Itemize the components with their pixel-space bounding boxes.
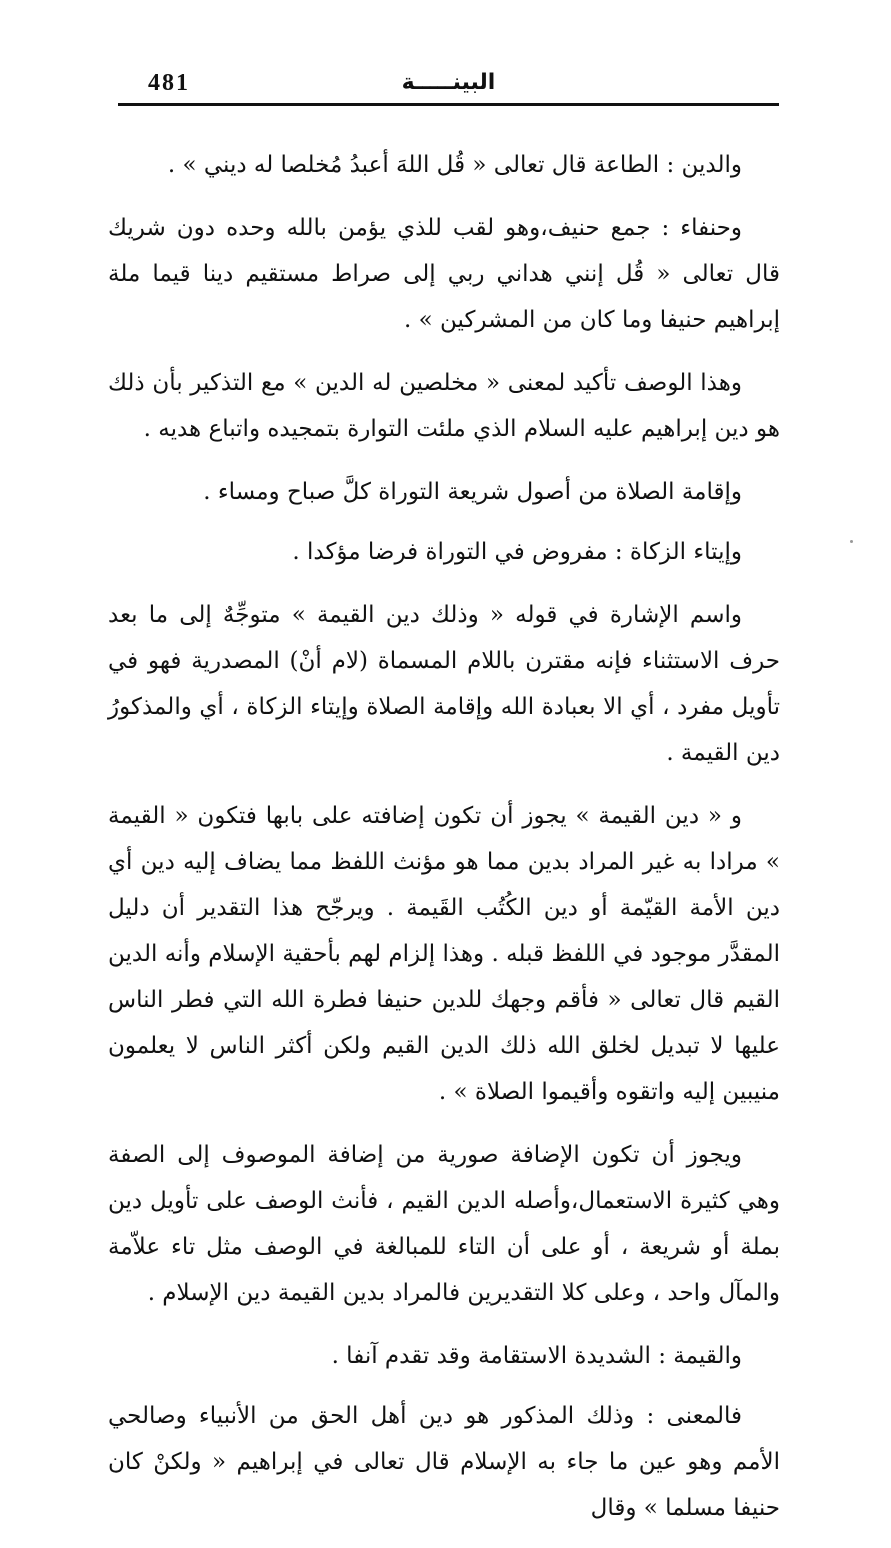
page-body [108, 142, 780, 1548]
paragraph-description-emphasis: وهذا الوصف تأكيد لمعنى « مخلصين له الدين » مع التذكير بأن ذلك هو دين إبراهيم عليه السلام الذي ملئت التوارة بتمجيده واتباع هديه . [108, 370, 780, 442]
page-number: 481 [148, 70, 190, 96]
paragraph-demonstrative: واسم الإشارة في قوله « وذلك دين القيمة » متوجِّهٌ إلى ما بعد حرف الاستثناء فإنه مقترن باللام المسماة (لام أنْ) المصدرية فهو في تأويل مفرد ، أي الا بعبادة الله وإقامة الصلاة وإيتاء الزكاة ، أي والمذكورُ دين القيمة . [108, 602, 780, 766]
running-title: البينـــــة [401, 70, 496, 95]
paragraph-meaning: فالمعنى : وذلك المذكور هو دين أهل الحق من الأنبياء وصالحي الأمم وهو عين ما جاء به الإسلام قال تعالى في إبراهيم « ولكنْ كان حنيفا مسلما » وقال [108, 1403, 780, 1521]
paragraph-formal-annexation: ويجوز أن تكون الإضافة صورية من إضافة الموصوف إلى الصفة وهي كثيرة الاستعمال،وأصله الدين القيم ، فأنث الوصف على تأويل دين بملة أو شريعة ، أو على أن التاء للمبالغة في الوصف مثل تاء علاّمة والمآل واحد ، وعلى كلا التقديرين فالمراد بدين القيمة دين الإسلام . [108, 1142, 780, 1306]
paragraph-din-al-qayyima: و « دين القيمة » يجوز أن تكون إضافته على بابها فتكون « القيمة » مرادا به غير المراد بدين مما هو مؤنث اللفظ مما يضاف إليه دين أي دين الأمة القيّمة أو دين الكُتُب القَيمة . ويرجّح هذا التقدير أن دليل المقدَّر موجود في اللفظ قبله . وهذا إلزام لهم بأحقية الإسلام وأنه الدين القيم قال تعالى « فأقم وجهك للدين حنيفا فطرة الله التي فطر الناس عليها لا تبديل لخلق الله ذلك الدين القيم ولكن أكثر الناس لا يعلمون منيبين إليه واتقوه وأقيموا الصلاة » . [108, 803, 780, 1105]
paragraph-din-definition: والدين : الطاعة قال تعالى « قُل اللهَ أعبدُ مُخلصا له ديني » . [167, 152, 742, 178]
page-header [118, 62, 779, 106]
paragraph-prayer: وإقامة الصلاة من أصول شريعة التوراة كلَّ صباح ومساء . [203, 479, 742, 505]
paragraph-hunafa-definition: وحنفاء : جمع حنيف،وهو لقب للذي يؤمن بالله وحده دون شريك قال تعالى « قُل إنني هداني ربي إلى صراط مستقيم دينا قيما ملة إبراهيم حنيفا وما كان من المشركين » . [108, 215, 780, 333]
header-rule [118, 103, 779, 106]
paragraph-qayyima-definition: والقيمة : الشديدة الاستقامة وقد تقدم آنفا . [331, 1343, 742, 1369]
paragraph-zakat: وإيتاء الزكاة : مفروض في التوراة فرضا مؤكدا . [292, 539, 742, 565]
scan-speck [850, 540, 853, 543]
